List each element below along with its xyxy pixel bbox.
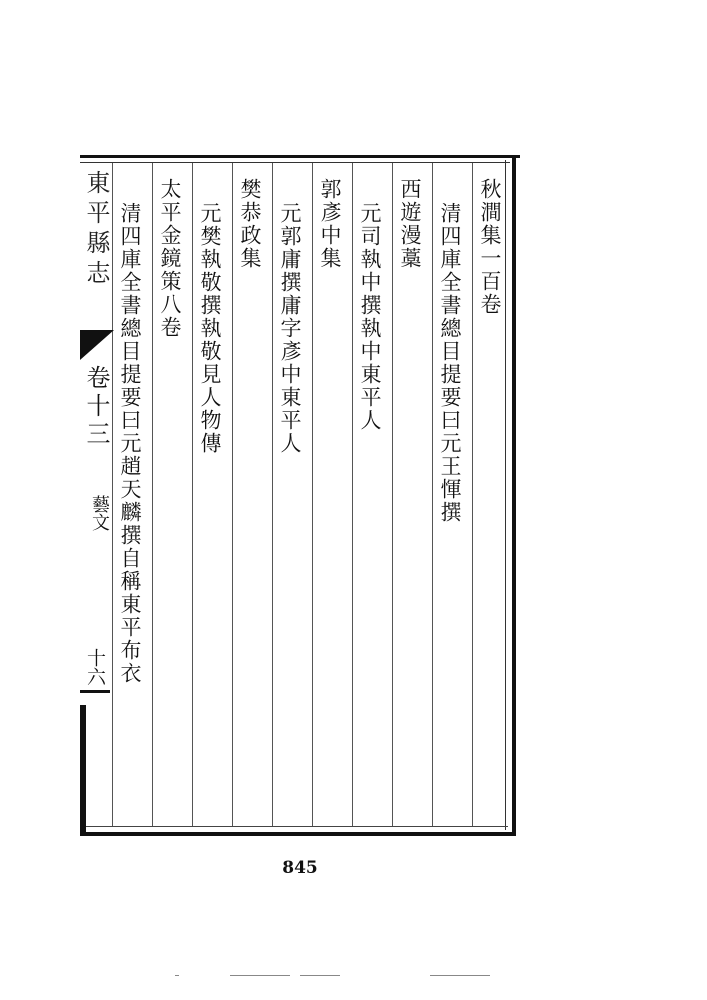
column-rule [312,163,313,826]
frame-bottom-border [80,832,516,836]
frame-top-border [80,155,520,158]
entry-note-guo-yanzhong-ji: 元郭庸撰庸字彥中東平人 [278,202,302,455]
entry-note-xiyou-mangao: 元司執中撰執中東平人 [358,202,382,432]
entry-title-guo-yanzhong-ji: 郭彥中集 [318,178,342,270]
column-rule [232,163,233,826]
frame-right-inner-border [505,160,506,830]
scan-speck [230,975,290,976]
entry-note-taiping-jinjing-ce: 清四庫全書總目提要曰元趙天麟撰自稱東平布衣 [118,202,142,685]
margin-volume: 卷十三 [82,365,110,449]
scan-speck [175,975,179,976]
scan-speck [300,975,340,976]
column-rule [392,163,393,826]
fishtail-mark-icon [80,330,114,360]
entry-note-fan-gongzheng-ji: 元樊執敬撰執敬見人物傳 [198,202,222,455]
column-rule [192,163,193,826]
margin-section: 藝文 [89,495,110,531]
page-number: 845 [282,858,318,878]
margin-book-title: 東平縣志 [82,170,110,290]
entry-title-taiping-jinjing-ce: 太平金鏡策八卷 [158,178,182,339]
column-rule [432,163,433,826]
scan-speck [430,975,490,976]
entry-title-qiujian-ji: 秋澗集一百卷 [478,178,502,316]
column-rule [352,163,353,826]
margin-bar-vertical [80,705,86,833]
column-rule [272,163,273,826]
frame-bottom-inner-border [80,826,508,827]
column-rule [152,163,153,826]
margin-bar [80,690,110,693]
frame-right-border [512,155,516,835]
entry-title-fan-gongzheng-ji: 樊恭政集 [238,178,262,270]
entry-note-qiujian-ji: 清四庫全書總目提要曰元王惲撰 [438,202,462,524]
entry-title-xiyou-mangao: 西遊漫藁 [398,178,422,270]
column-rule [112,163,113,826]
column-rule [472,163,473,826]
frame-top-inner-border [80,162,510,163]
margin-leaf-number: 十六 [84,648,106,686]
